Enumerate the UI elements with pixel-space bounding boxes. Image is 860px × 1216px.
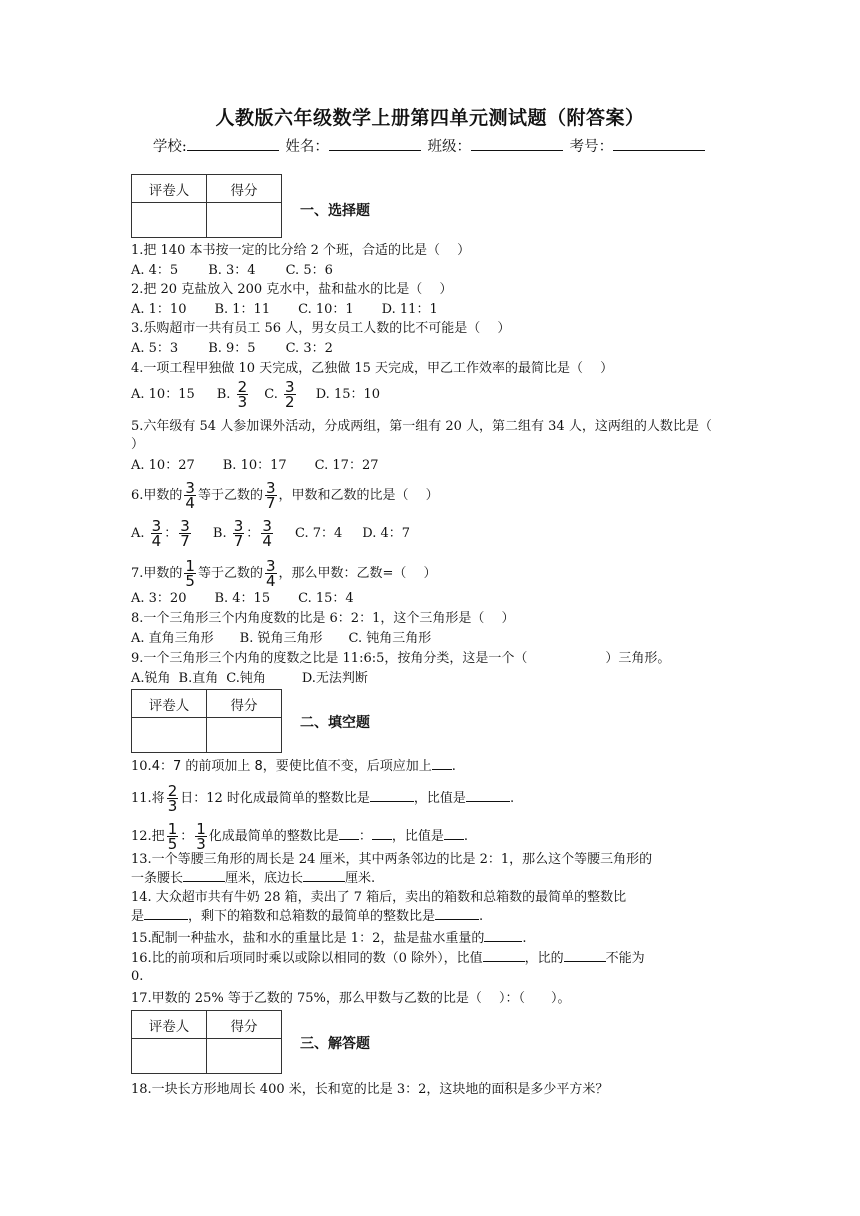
- student-info-line: [0, 135, 860, 156]
- option[interactable]: C. 3：2: [285, 341, 333, 356]
- option[interactable]: A. 3：20: [131, 591, 187, 606]
- section-heading: 二、填空题: [300, 715, 370, 731]
- question-12: 12.把 $\frac{1}{5}$ ： $\frac{1}{3}$ 化成最简单的整数比是 ： ，比值是 .: [131, 820, 468, 853]
- class-blank[interactable]: [471, 137, 563, 151]
- question-13: 13.一个等腰三角形的周长是 24 厘米，其中两条邻边的比是 2：1，那么这个等腰三角形的 一条腰长 厘米，底边长 厘米.: [131, 852, 653, 886]
- question-15: 15.配制一种盐水，盐和水的重量比是 1：2，盐是盐水重量的 .: [131, 931, 527, 946]
- option[interactable]: D. 11：1: [381, 302, 438, 317]
- answer-blank[interactable]: [303, 869, 345, 882]
- option[interactable]: A.锐角: [131, 671, 171, 686]
- option[interactable]: A. 10：27: [131, 458, 195, 473]
- question-11: 11.将 $\frac{2}{3}$ 日：12 时化成最简单的整数比是 ，比值是 .: [131, 782, 515, 815]
- options-8: [131, 630, 431, 648]
- question-18: 18.一块长方形地周长 400 米，长和宽的比是 3：2，这块地的面积是多少平方米？: [131, 1082, 609, 1097]
- option[interactable]: C.钝角: [226, 671, 266, 686]
- options-4: [131, 380, 380, 409]
- school-blank[interactable]: [187, 137, 279, 151]
- grader-cell[interactable]: [132, 718, 207, 753]
- score-header: 得分: [207, 690, 282, 718]
- question-17: 17.甲数的 25% 等于乙数的 75%，那么甲数与乙数的比是（ ）：（ ）。: [131, 991, 571, 1006]
- option[interactable]: B. 1：11: [214, 302, 271, 317]
- option[interactable]: D.无法判断: [301, 671, 368, 686]
- option[interactable]: B. 3：4: [208, 263, 256, 278]
- score-cell[interactable]: [207, 203, 282, 238]
- name-label: 姓名：: [285, 139, 329, 155]
- exam-no-label: 考号：: [569, 139, 614, 155]
- answer-blank[interactable]: [435, 907, 479, 920]
- fraction: $\frac{3}{4}$: [185, 479, 195, 512]
- grader-cell[interactable]: [132, 203, 207, 238]
- option[interactable]: D. 4：7: [362, 526, 411, 541]
- fraction: $\frac{3}{7}$: [180, 517, 190, 550]
- score-header: 得分: [207, 175, 282, 203]
- option[interactable]: C. 15：4: [298, 591, 354, 606]
- question-5: 5.六年级有 54 人参加课外活动，分成两组，第一组有 20 人，第二组有 34 人，这两组的人数比是（ ）: [131, 419, 729, 452]
- option[interactable]: C. 钝角三角形: [348, 631, 432, 646]
- question-9: 9.一个三角形三个内角的度数之比是 11:6:5，按角分类，这是一个（ ）三角形。: [131, 651, 671, 666]
- name-blank[interactable]: [329, 137, 421, 151]
- answer-blank[interactable]: [564, 949, 606, 962]
- options-6: A. $\frac{3}{4}$ ： $\frac{3}{7}$ B. $\frac{3}{7}$ ： $\frac{3}{4}$ C. 7：4 D. 4：7: [131, 517, 411, 550]
- score-header: 得分: [207, 1011, 282, 1039]
- options-7: [131, 590, 354, 608]
- question-6: 6.甲数的 $\frac{3}{4}$ 等于乙数的 $\frac{3}{7}$ ，甲数和乙数的比是（ ）: [131, 479, 439, 512]
- grader-cell[interactable]: [132, 1039, 207, 1074]
- grader-header: 评卷人: [132, 690, 207, 718]
- score-cell[interactable]: [207, 718, 282, 753]
- answer-blank[interactable]: [432, 757, 452, 770]
- section-heading: 一、选择题: [300, 203, 370, 219]
- fraction: $\frac{3}{4}$: [151, 517, 162, 550]
- option[interactable]: B. 4：15: [214, 591, 271, 606]
- option[interactable]: A. 10：15: [131, 387, 195, 402]
- fraction: $\frac{2}{3}$: [167, 782, 178, 815]
- options-3: [131, 340, 333, 358]
- options-1: [131, 262, 333, 280]
- option[interactable]: D. 15：10: [315, 387, 381, 402]
- option[interactable]: B.: [216, 387, 231, 402]
- fraction: $\frac{1}{5}$: [185, 557, 195, 590]
- option[interactable]: B.: [212, 526, 227, 541]
- question-16: 16.比的前项和后项同时乘以或除以相同的数（0 除外），比值 ，比的 不能为 0.: [131, 951, 645, 984]
- fraction: $\frac{3}{7}$: [233, 517, 244, 550]
- school-label: 学校:: [152, 139, 187, 155]
- fraction: $\frac{3}{2}$: [285, 378, 295, 411]
- option[interactable]: C. 10：1: [298, 302, 354, 317]
- score-table: [131, 1010, 282, 1074]
- question-7: 7.甲数的 $\frac{1}{5}$ 等于乙数的 $\frac{3}{4}$ ，那么甲数：乙数=（ ）: [131, 557, 437, 590]
- answer-blank[interactable]: [183, 869, 225, 882]
- option[interactable]: B.直角: [178, 671, 219, 686]
- option[interactable]: C. 5：6: [285, 263, 333, 278]
- options-5: [131, 457, 379, 475]
- option[interactable]: B. 9：5: [208, 341, 256, 356]
- class-label: 班级：: [427, 139, 471, 155]
- option[interactable]: A. 5：3: [131, 341, 179, 356]
- grader-header: 评卷人: [132, 1011, 207, 1039]
- option[interactable]: C. 7：4: [295, 526, 343, 541]
- grader-header: 评卷人: [132, 175, 207, 203]
- option[interactable]: A.: [131, 526, 145, 541]
- fraction: $\frac{1}{5}$: [167, 820, 178, 853]
- options-2: [131, 301, 438, 319]
- option[interactable]: C.: [264, 387, 278, 402]
- page-title: 人教版六年级数学上册第四单元测试题（附答案）: [215, 107, 645, 129]
- answer-blank[interactable]: [372, 827, 392, 840]
- answer-blank[interactable]: [484, 929, 522, 942]
- question-4: 4.一项工程甲独做 10 天完成，乙独做 15 天完成，甲乙工作效率的最简比是（ ）: [131, 361, 614, 376]
- answer-blank[interactable]: [144, 907, 188, 920]
- answer-blank[interactable]: [339, 827, 359, 840]
- question-1: 1.把 140 本书按一定的比分给 2 个班，合适的比是（ ）: [131, 243, 471, 258]
- option[interactable]: B. 锐角三角形: [239, 631, 323, 646]
- fraction: $\frac{2}{3}$: [237, 378, 248, 411]
- question-10: 10.4：7 的前项加上 8，要使比值不变，后项应加上 .: [131, 759, 456, 774]
- score-table: [131, 689, 282, 753]
- answer-blank[interactable]: [483, 949, 525, 962]
- fraction: $\frac{1}{3}$: [196, 820, 206, 853]
- answer-blank[interactable]: [466, 789, 510, 802]
- question-8: 8.一个三角形三个内角度数的比是 6：2：1，这个三角形是（ ）: [131, 611, 515, 626]
- section-heading: 三、解答题: [300, 1036, 370, 1052]
- answer-blank[interactable]: [444, 827, 464, 840]
- fraction: $\frac{3}{4}$: [265, 557, 276, 590]
- score-table: [131, 174, 282, 238]
- options-9: [131, 670, 368, 688]
- question-2: 2.把 20 克盐放入 200 克水中，盐和盐水的比是（ ）: [131, 282, 453, 297]
- option[interactable]: A. 4：5: [131, 263, 179, 278]
- question-3: 3.乐购超市一共有员工 56 人，男女员工人数的比不可能是（ ）: [131, 321, 511, 336]
- option[interactable]: B. 10：17: [222, 458, 287, 473]
- option[interactable]: A. 1：10: [131, 302, 187, 317]
- fraction: $\frac{3}{4}$: [262, 517, 272, 550]
- answer-blank[interactable]: [370, 789, 414, 802]
- fraction: $\frac{3}{7}$: [265, 479, 276, 512]
- option[interactable]: A. 直角三角形: [131, 631, 214, 646]
- question-14: 14. 大众超市共有牛奶 28 箱，卖出了 7 箱后，卖出的箱数和总箱数的最简单的整数比 是 ，剩下的箱数和总箱数的最简单的整数比是 .: [131, 890, 627, 924]
- exam-no-blank[interactable]: [613, 137, 705, 151]
- option[interactable]: C. 17：27: [314, 458, 379, 473]
- score-cell[interactable]: [207, 1039, 282, 1074]
